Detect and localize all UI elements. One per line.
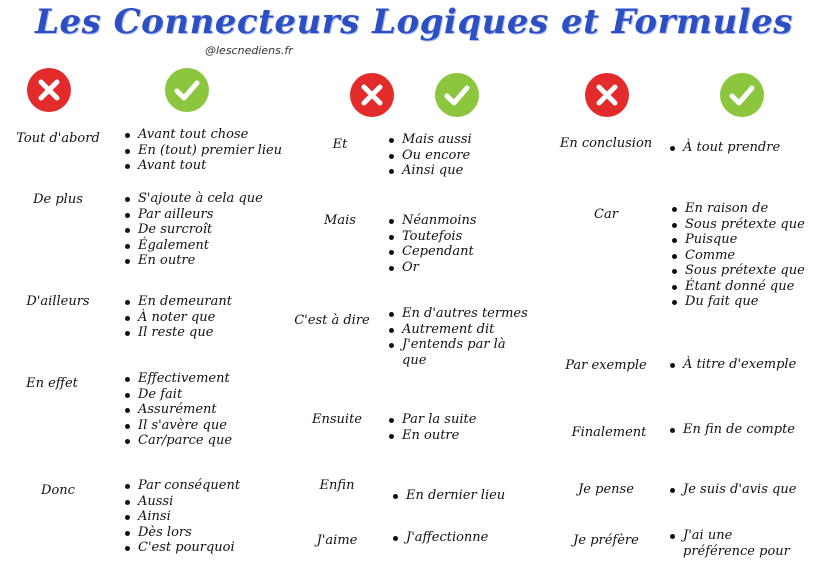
alternatives-list bbox=[122, 191, 322, 269]
term-label: D'ailleurs bbox=[26, 294, 90, 309]
list-item: Avant tout chose bbox=[122, 127, 322, 143]
list-item: À titre d'exemple bbox=[667, 357, 827, 373]
alternatives-list bbox=[667, 422, 827, 438]
term-label: Ensuite bbox=[312, 412, 362, 427]
list-item: En fin de compte bbox=[667, 422, 827, 438]
term-label: Enfin bbox=[319, 478, 355, 493]
list-item: J'ai une préférence pour bbox=[667, 528, 807, 559]
term-label: J'aime bbox=[316, 533, 358, 548]
alternatives-list bbox=[667, 528, 807, 559]
list-item: Assurément bbox=[122, 402, 322, 418]
cross-icon bbox=[585, 73, 629, 117]
alternatives-list bbox=[667, 140, 827, 156]
alternatives-list bbox=[667, 482, 827, 498]
term-label: Je pense bbox=[578, 482, 634, 497]
list-item: Ainsi bbox=[122, 509, 322, 525]
check-icon bbox=[720, 73, 764, 117]
term-label: Donc bbox=[41, 483, 75, 498]
list-item: Or bbox=[386, 260, 546, 276]
list-item: C'est pourquoi bbox=[122, 540, 322, 556]
alternatives-list bbox=[386, 213, 546, 275]
list-item: Également bbox=[122, 238, 322, 254]
alternatives-list bbox=[390, 530, 550, 546]
term-label: Mais bbox=[324, 213, 356, 228]
list-item: En raison de bbox=[669, 201, 827, 217]
term-label: Je préfère bbox=[573, 533, 639, 548]
list-item: Par la suite bbox=[386, 412, 546, 428]
list-item: Ainsi que bbox=[386, 163, 546, 179]
term-label: Car bbox=[594, 207, 618, 222]
list-item: En outre bbox=[122, 253, 322, 269]
list-item: Néanmoins bbox=[386, 213, 546, 229]
list-item: Mais aussi bbox=[386, 132, 546, 148]
list-item: En dernier lieu bbox=[390, 488, 550, 504]
alternatives-list bbox=[122, 127, 322, 174]
check-icon bbox=[435, 73, 479, 117]
term-label: En effet bbox=[26, 376, 78, 391]
list-item: Dès lors bbox=[122, 525, 322, 541]
page-title: Les Connecteurs Logiques et Formules bbox=[35, 2, 793, 42]
list-item: J'entends par là que bbox=[386, 337, 532, 368]
term-label: Tout d'abord bbox=[16, 131, 100, 146]
list-item: À tout prendre bbox=[667, 140, 827, 156]
alternatives-list bbox=[122, 371, 322, 449]
cross-icon bbox=[350, 73, 394, 117]
alternatives-list bbox=[386, 306, 532, 368]
term-label: De plus bbox=[33, 192, 83, 207]
alternatives-list bbox=[390, 488, 550, 504]
alternatives-list bbox=[386, 132, 546, 179]
list-item: Toutefois bbox=[386, 229, 546, 245]
list-item: Aussi bbox=[122, 494, 322, 510]
list-item: En outre bbox=[386, 428, 546, 444]
alternatives-list bbox=[669, 201, 827, 310]
author-handle: @lescnediens.fr bbox=[205, 44, 293, 57]
list-item: S'ajoute à cela que bbox=[122, 191, 322, 207]
term-label: En conclusion bbox=[559, 136, 653, 151]
list-item: De surcroît bbox=[122, 222, 322, 238]
list-item: Il s'avère que bbox=[122, 418, 322, 434]
term-label: C'est à dire bbox=[294, 313, 370, 328]
list-item: J'affectionne bbox=[390, 530, 550, 546]
alternatives-list bbox=[667, 357, 827, 373]
list-item: Je suis d'avis que bbox=[667, 482, 827, 498]
list-item: En (tout) premier lieu bbox=[122, 143, 322, 159]
alternatives-list bbox=[122, 478, 322, 556]
cross-icon bbox=[27, 68, 71, 112]
term-label: Par exemple bbox=[565, 358, 647, 373]
list-item: Ou encore bbox=[386, 148, 546, 164]
list-item: Car/parce que bbox=[122, 433, 322, 449]
list-item: Effectivement bbox=[122, 371, 322, 387]
term-label: Et bbox=[332, 137, 348, 152]
list-item: En demeurant bbox=[122, 294, 322, 310]
check-icon bbox=[165, 68, 209, 112]
term-label: Finalement bbox=[571, 425, 647, 440]
list-item: Autrement dit bbox=[386, 322, 532, 338]
list-item: Par ailleurs bbox=[122, 207, 322, 223]
list-item: En d'autres termes bbox=[386, 306, 532, 322]
list-item: Cependant bbox=[386, 244, 546, 260]
list-item: Étant donné que bbox=[669, 279, 827, 295]
list-item: Sous prétexte que bbox=[669, 263, 827, 279]
list-item: Comme bbox=[669, 248, 827, 264]
list-item: Par conséquent bbox=[122, 478, 322, 494]
list-item: De fait bbox=[122, 387, 322, 403]
alternatives-list bbox=[386, 412, 546, 443]
list-item: À noter que bbox=[122, 310, 322, 326]
list-item: Du fait que bbox=[669, 294, 827, 310]
list-item: Avant tout bbox=[122, 158, 322, 174]
list-item: Puisque bbox=[669, 232, 827, 248]
list-item: Sous prétexte que bbox=[669, 217, 827, 233]
list-item: Il reste que bbox=[122, 325, 322, 341]
